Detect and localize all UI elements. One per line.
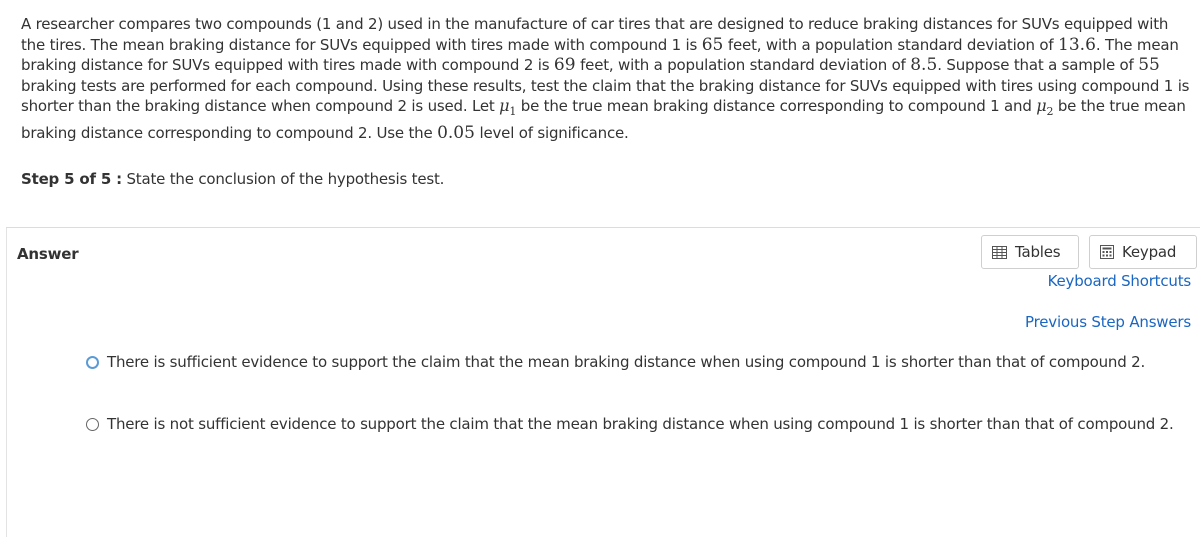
step-label: Step 5 of 5 :	[21, 170, 122, 188]
sd-compound-2: 8.5	[910, 55, 938, 76]
answer-option-2[interactable]	[86, 415, 1174, 433]
mu-1-symbol	[499, 96, 517, 119]
question-text	[21, 14, 1191, 144]
significance-level: 0.05	[437, 123, 475, 144]
keypad-label: Keypad	[1122, 243, 1177, 261]
mean-compound-1: 65	[701, 34, 724, 55]
calculator-icon	[1100, 245, 1114, 259]
tables-label: Tables	[1015, 243, 1061, 261]
question-segment: be the true mean braking distance corresponding to compound 2. Use the	[21, 97, 1186, 143]
tables-button[interactable]	[981, 235, 1079, 269]
question-segment: . Suppose that a sample of	[937, 56, 1139, 75]
mu-subscript: 1	[509, 105, 517, 119]
answer-label: Answer	[17, 245, 79, 263]
sd-compound-1: 13.6	[1058, 34, 1096, 55]
mu-subscript: 2	[1046, 105, 1054, 119]
mean-compound-2: 69	[553, 55, 576, 76]
question-panel	[6, 0, 1200, 227]
question-segment: level of significance.	[474, 124, 629, 143]
radio-button[interactable]	[86, 418, 99, 431]
step-instruction	[21, 170, 444, 188]
question-segment: feet, with a population standard deviation of	[723, 35, 1059, 54]
question-segment: braking tests are performed for each compound. Using these results, test the claim that the braking distance for SUVs equipped with tires using compound 1 is shorter than the braking distance when compound 2 is used. Let	[21, 76, 1190, 116]
question-segment: be the true mean braking distance corresponding to compound 1 and	[516, 97, 1037, 116]
answer-panel	[6, 228, 1200, 537]
option-text: There is sufficient evidence to support the claim that the mean braking distance when using compound 1 is shorter than that of compound 2.	[107, 353, 1146, 371]
question-segment: A researcher compares two compounds (1 and 2) used in the manufacture of car tires that are designed to reduce braking distances for SUVs equipped with the tires. The mean braking distance for SUVs equipped with tires made with compound 1 is	[21, 15, 1169, 54]
mu-symbol: μ	[499, 96, 510, 116]
question-segment: feet, with a population standard deviation of	[575, 56, 911, 75]
table-grid-icon	[992, 246, 1007, 259]
option-text: There is not sufficient evidence to support the claim that the mean braking distance when using compound 1 is shorter than that of compound 2.	[107, 415, 1174, 433]
sample-size: 55	[1138, 55, 1160, 76]
previous-step-answers-link[interactable]: Previous Step Answers	[1025, 313, 1191, 331]
mu-2-symbol	[1036, 96, 1054, 119]
keypad-button[interactable]	[1089, 235, 1197, 269]
question-segment: . The mean braking distance for SUVs equipped with tires made with compound 2 is	[21, 35, 1179, 75]
mu-symbol: μ	[1036, 96, 1047, 116]
answer-option-1[interactable]	[86, 353, 1145, 371]
step-text: State the conclusion of the hypothesis test.	[121, 170, 445, 188]
radio-button[interactable]	[86, 356, 99, 369]
keyboard-shortcuts-link[interactable]: Keyboard Shortcuts	[1047, 272, 1191, 290]
